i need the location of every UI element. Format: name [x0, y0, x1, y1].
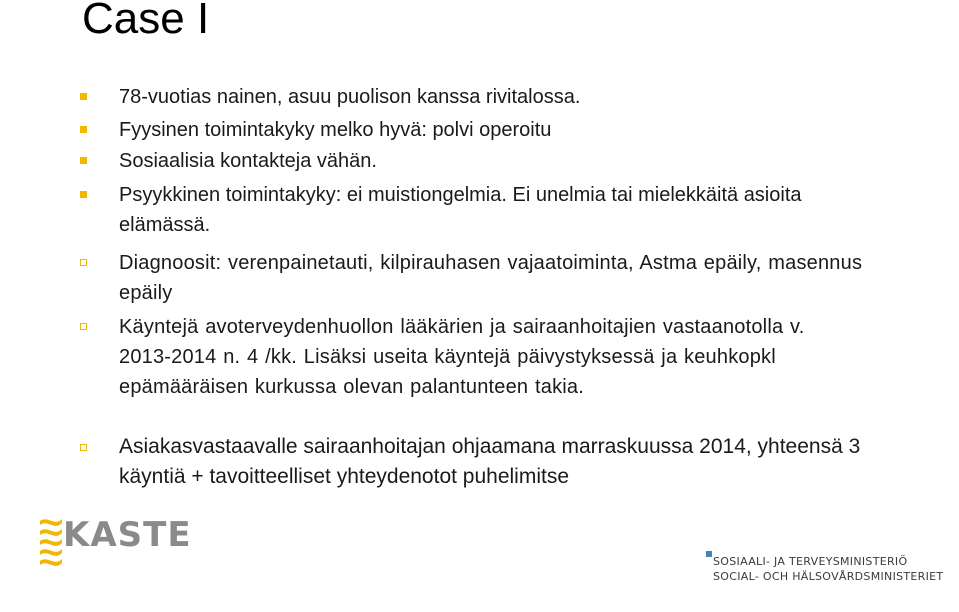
ministry-logo: [706, 548, 946, 592]
slide-title: Case I: [82, 0, 210, 43]
ministry-name-fi: SOSIAALI- JA TERVEYSMINISTERIÖ: [713, 555, 908, 568]
bullet-text: Käyntejä avoterveydenhuollon lääkärien ja sairaanhoitajien vastaanotolla v. 2013-2014 n. 4 /kk. Lisäksi useita käyntejä päivystyksessä ja keuhkopkl epämääräisen kurkussa olevan palantunteen takia.: [119, 316, 805, 398]
bullet-text: Sosiaalisia kontakteja vähän.: [119, 150, 377, 172]
bullet-square-outline-icon: [80, 323, 87, 330]
ministry-square-icon: [706, 551, 712, 557]
kaste-wordmark: KASTE: [63, 515, 192, 555]
bullet-square-icon: [80, 157, 87, 164]
bullet-square-icon: [80, 191, 87, 198]
bullet-square-icon: [80, 126, 87, 133]
bullet-text: Fyysinen toimintakyky melko hyvä: polvi operoitu: [119, 119, 552, 141]
ministry-name-sv: SOCIAL- OCH HÄLSOVÅRDSMINISTERIET: [713, 570, 944, 583]
bullet-square-outline-icon: [80, 259, 87, 266]
bullet-square-outline-icon: [80, 444, 87, 451]
bullet-text: Psyykkinen toimintakyky: ei muistiongelmia. Ei unelmia tai mielekkäitä asioita elämässä.: [119, 184, 802, 236]
bullet-square-icon: [80, 93, 87, 100]
bullet-text: 78-vuotias nainen, asuu puolison kanssa rivitalossa.: [119, 86, 581, 108]
bullet-text: Diagnoosit: verenpainetauti, kilpirauhasen vajaatoiminta, Astma epäily, masennus epäily: [119, 252, 863, 304]
bullet-text: Asiakasvastaavalle sairaanhoitajan ohjaamana marraskuussa 2014, yhteensä 3 käyntiä + tavoitteelliset yhteydenotot puhelimitse: [119, 435, 861, 488]
